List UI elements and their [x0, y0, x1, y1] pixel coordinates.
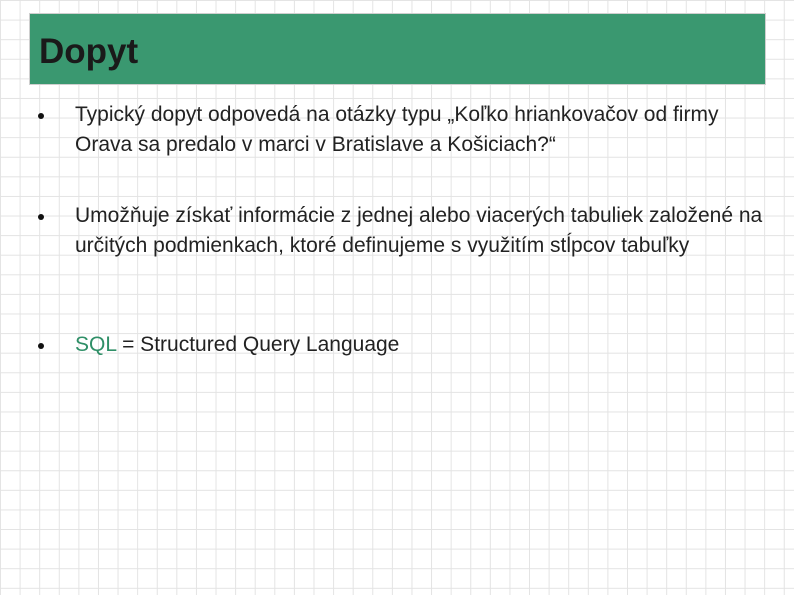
bullet-text: Typický dopyt odpovedá na otázky typu „Koľko hriankovačov od firmy Orava sa predalo v marci v Bratislave a Košiciach?“ — [75, 103, 719, 156]
slide-title: Dopyt — [39, 32, 139, 71]
bullet-text: Umožňuje získať informácie z jednej alebo viacerých tabuliek založené na určitých podmienkach, ktoré definujeme s využitím stĺpcov tabuľky — [75, 204, 763, 257]
bullet-dot-icon — [38, 343, 44, 349]
bullet-dot-icon — [38, 214, 44, 220]
sql-definition: = Structured Query Language — [116, 333, 400, 356]
sql-highlight: SQL — [75, 333, 117, 356]
bullet-dot-icon — [38, 113, 44, 119]
title-bar — [29, 13, 766, 85]
bullet-text — [75, 330, 765, 360]
